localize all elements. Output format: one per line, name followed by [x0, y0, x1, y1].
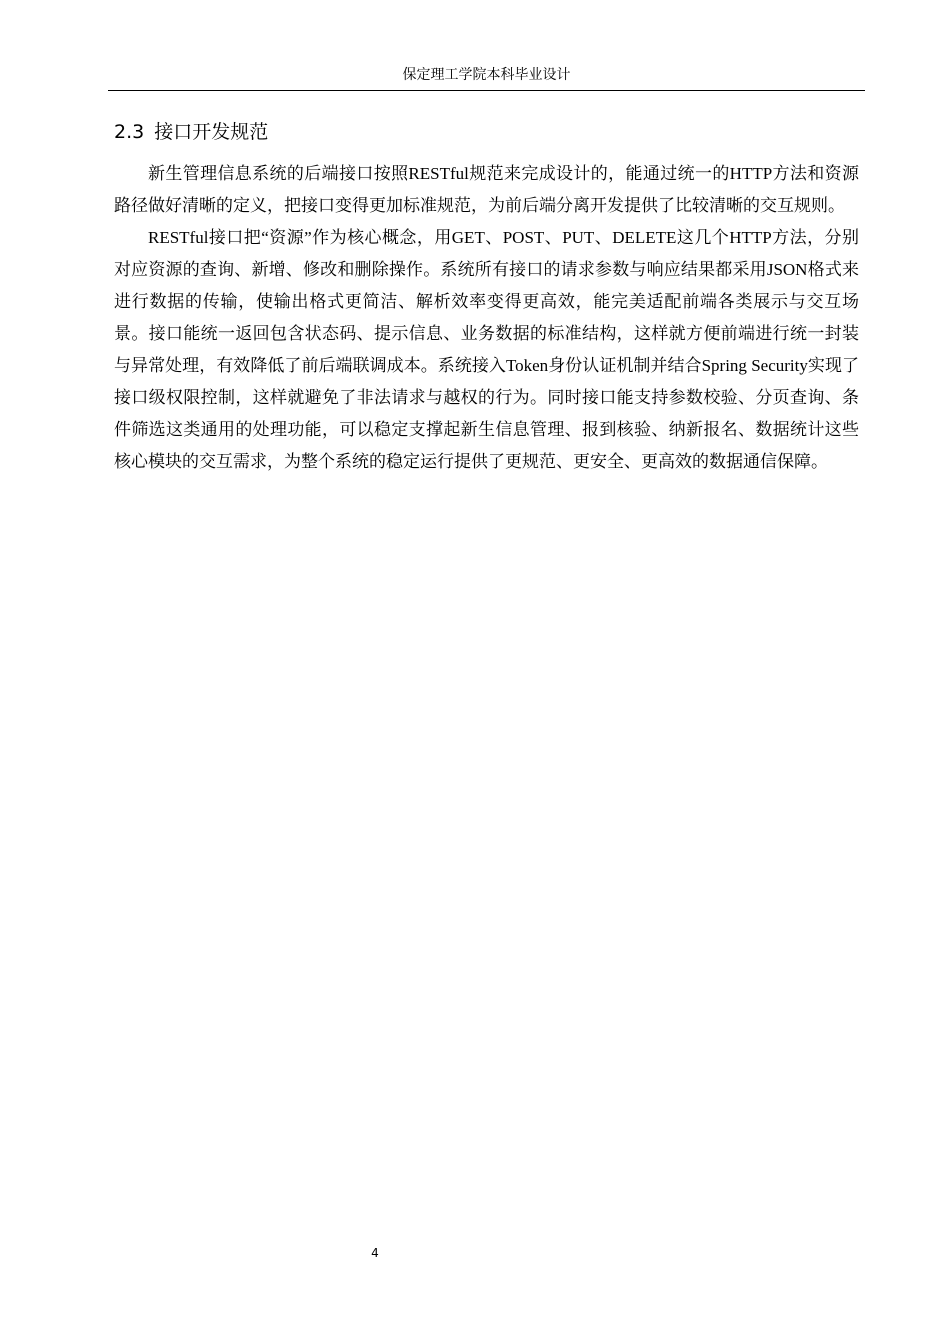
body-text: [114, 158, 859, 478]
page-header-title: 保定理工学院本科毕业设计: [402, 68, 571, 83]
section-number: 2.3: [114, 121, 145, 143]
section-heading: [114, 118, 268, 146]
paragraph-2: RESTful接口把“资源”作为核心概念，用GET、POST、PUT、DELETE这几个HTTP方法，分别对应资源的查询、新增、修改和删除操作。系统所有接口的请求参数与响应结果都采用JSON格式来进行数据的传输，使输出格式更简洁、解析效率变得更高效，能完美适配前端各类展示与交互场景。接口能统一返回包含状态码、提示信息、业务数据的标准结构，这样就方便前端进行统一封装与异常处理，有效降低了前后端联调成本。系统接入Token身份认证机制并结合Spring Security实现了接口级权限控制，这样就避免了非法请求与越权的行为。同时接口能支持参数校验、分页查询、条件筛选这类通用的处理功能，可以稳定支撑起新生信息管理、报到核验、纳新报名、数据统计这些核心模块的交互需求，为整个系统的稳定运行提供了更规范、更安全、更高效的数据通信保障。: [114, 228, 859, 471]
page-header: [108, 66, 865, 91]
page-number: 4: [371, 1246, 379, 1260]
section-title: 接口开发规范: [154, 121, 269, 143]
paragraph-1: 新生管理信息系统的后端接口按照RESTful规范来完成设计的，能通过统一的HTTP方法和资源路径做好清晰的定义，把接口变得更加标准规范，为前后端分离开发提供了比较清晰的交互规则。: [114, 164, 859, 215]
